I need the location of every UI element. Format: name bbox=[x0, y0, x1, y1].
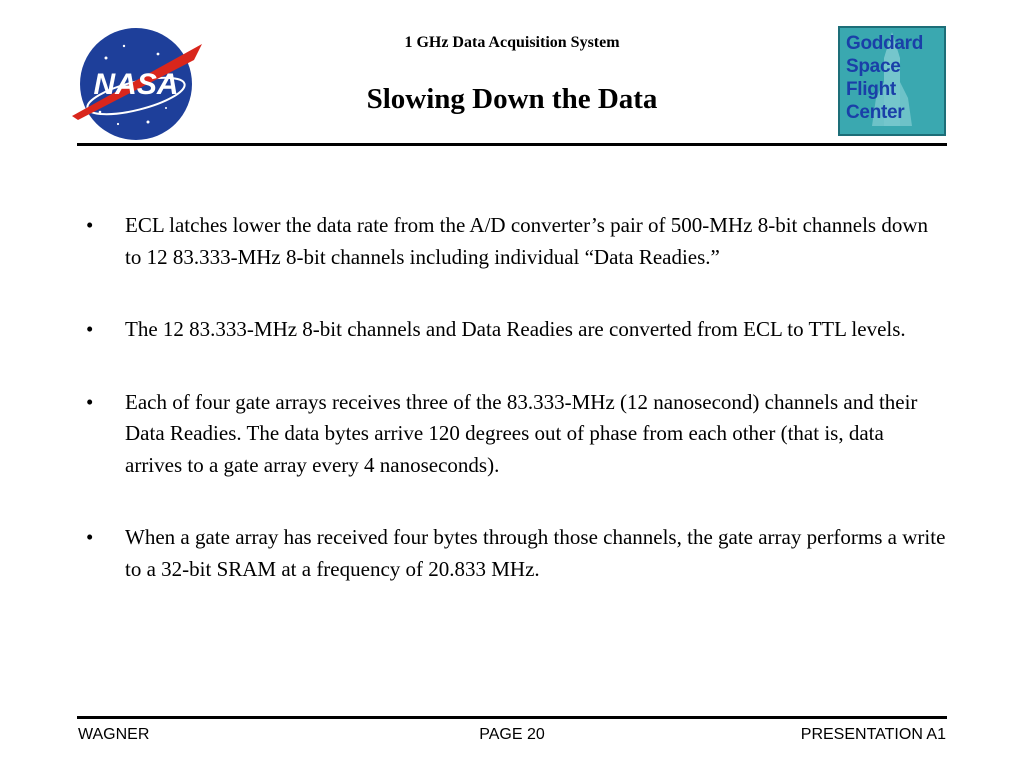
bullet-text: When a gate array has received four bytes through those channels, the gate array performs a write to a 32-bit SRAM at a frequency of 20.833 MHz. bbox=[125, 525, 946, 581]
footer-presentation-id: PRESENTATION A1 bbox=[800, 726, 946, 743]
bullet-marker: • bbox=[86, 389, 94, 414]
goddard-logo-line: Space bbox=[846, 56, 901, 77]
footer-author: WAGNER bbox=[78, 726, 150, 743]
footer-page-number: PAGE 20 bbox=[479, 726, 545, 743]
bullet-marker: • bbox=[86, 317, 94, 341]
presentation-subtitle: 1 GHz Data Acquisition System bbox=[404, 34, 620, 51]
bullet-marker: • bbox=[86, 525, 94, 549]
bullet-item bbox=[86, 522, 946, 585]
footer-divider bbox=[77, 716, 947, 719]
goddard-logo-line: Center bbox=[846, 102, 905, 123]
goddard-logo-line: Flight bbox=[846, 79, 896, 100]
bullet-list bbox=[86, 210, 946, 585]
header-divider bbox=[77, 143, 947, 146]
bullet-marker: • bbox=[86, 213, 94, 237]
slide-title: Slowing Down the Data bbox=[366, 83, 658, 115]
bullet-text: Each of four gate arrays receives three of the 83.333-MHz (12 nanosecond) channels and their Data Readies. The data bytes arrive 120 degrees out of phase from each other (that is, data arrives to a gate array every 4 nanoseconds). bbox=[125, 389, 918, 477]
goddard-logo-line: Goddard bbox=[846, 33, 924, 54]
nasa-logo-text: NASA bbox=[93, 68, 179, 101]
bullet-text: The 12 83.333-MHz 8-bit channels and Data Readies are converted from ECL to TTL levels. bbox=[125, 317, 906, 341]
goddard-logo-text bbox=[846, 32, 923, 124]
bullet-item bbox=[86, 314, 946, 346]
bullet-text: ECL latches lower the data rate from the A/D converter’s pair of 500-MHz 8-bit channels down to 12 83.333-MHz 8-bit channels including individual “Data Readies.” bbox=[125, 213, 928, 269]
goddard-logo bbox=[838, 26, 946, 136]
bullet-item bbox=[86, 210, 946, 273]
bullet-item bbox=[86, 387, 946, 482]
